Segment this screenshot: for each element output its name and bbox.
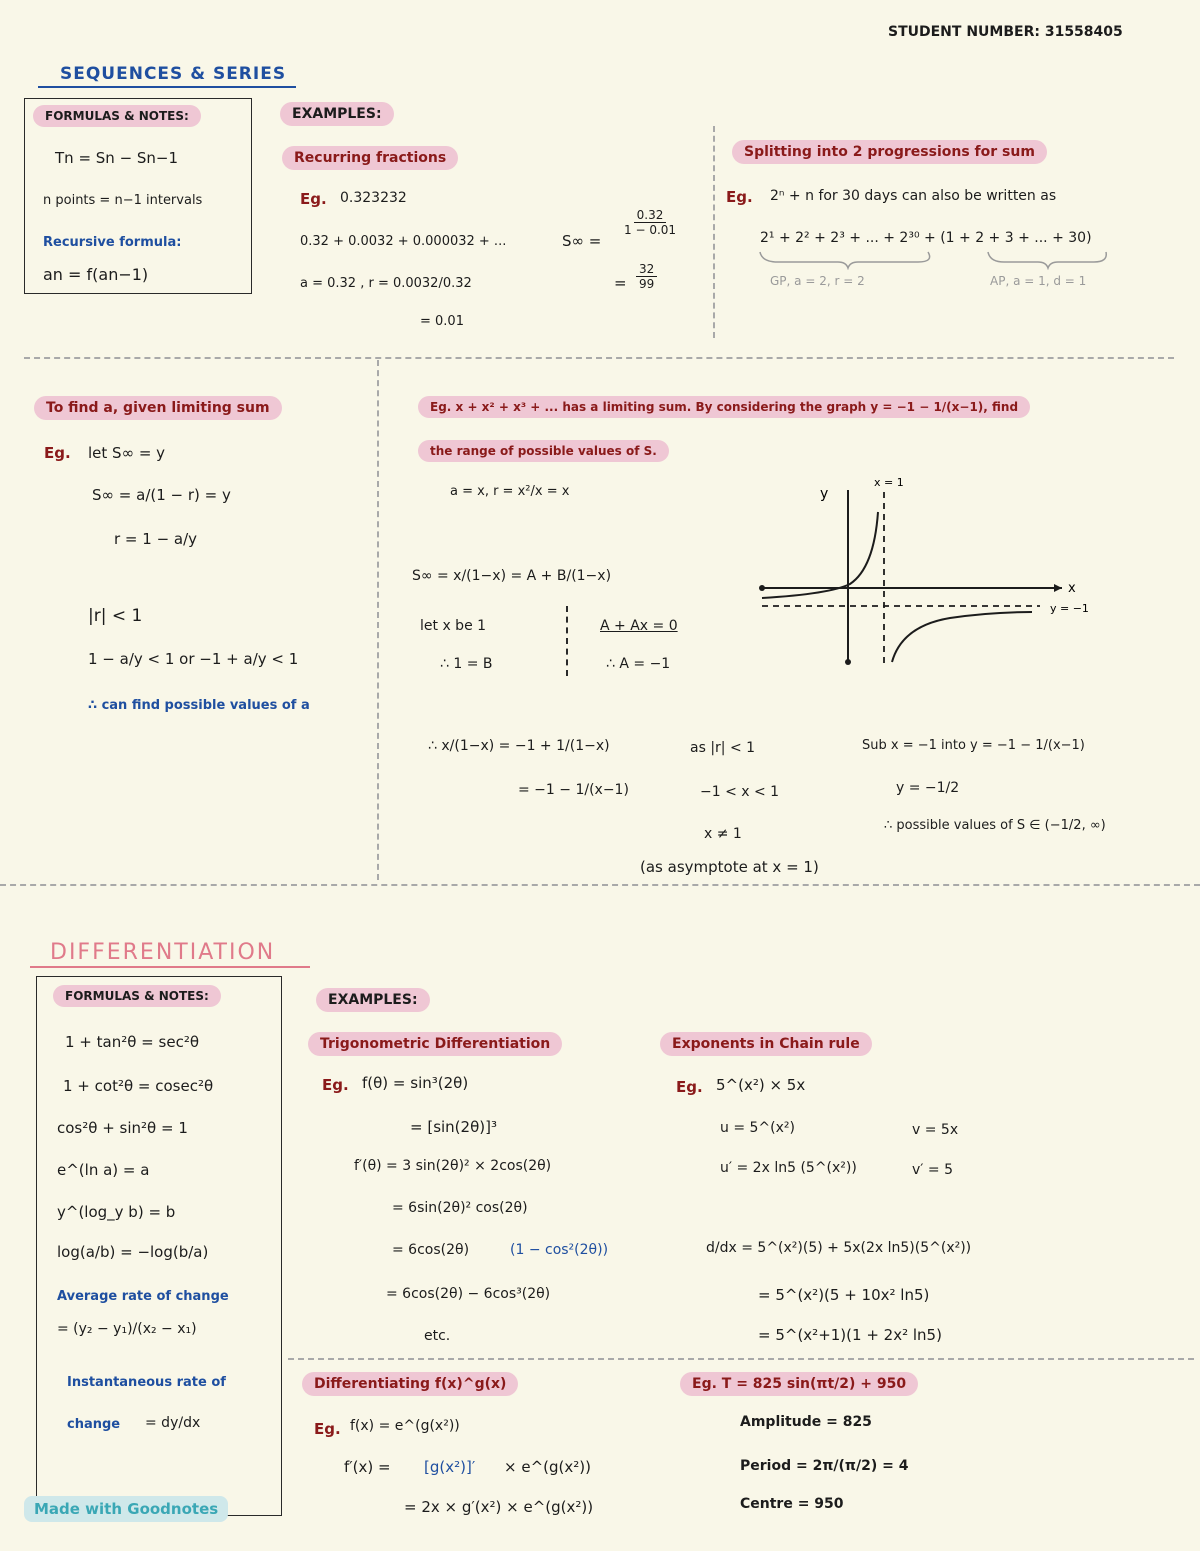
sinf-numerator: 0.32 xyxy=(634,208,667,223)
ap-label: AP, a = 1, d = 1 xyxy=(990,274,1087,288)
exponents-heading: Exponents in Chain rule xyxy=(660,1032,872,1056)
left-branch xyxy=(762,512,878,598)
title-underline xyxy=(38,86,296,88)
result-equals: = xyxy=(614,274,627,292)
find-a-line: r = 1 − a/y xyxy=(114,530,198,548)
right-branch xyxy=(892,612,1032,662)
section-title-differentiation: DIFFERENTIATION xyxy=(50,940,276,965)
x-axis-label: x xyxy=(1068,581,1076,596)
note-line: n points = n−1 intervals xyxy=(43,193,203,208)
x-axis-arrow xyxy=(1054,584,1062,592)
limiting-asymptote: (as asymptote at x = 1) xyxy=(640,858,819,876)
trig-line: etc. xyxy=(424,1328,451,1344)
limiting-one: ∴ 1 = B xyxy=(440,656,493,672)
recurring-heading: Recurring fractions xyxy=(282,146,458,170)
title-underline xyxy=(30,966,310,968)
exp-line: = 5^(x²)(5 + 10x² ln5) xyxy=(758,1286,930,1304)
recurring-r-value: = 0.01 xyxy=(420,314,464,329)
exp-line: v′ = 5 xyxy=(912,1162,954,1178)
recurring-value: 0.323232 xyxy=(340,190,407,206)
gp-label: GP, a = 2, r = 2 xyxy=(770,274,865,288)
gx-line: f(x) = e^(g(x²)) xyxy=(350,1418,460,1434)
divider xyxy=(713,126,715,338)
differentiation-notes-box xyxy=(36,976,282,1516)
splitting-heading: Splitting into 2 progressions for sum xyxy=(732,140,1047,164)
limiting-a-r: a = x, r = x²/x = x xyxy=(450,484,570,499)
find-a-line: S∞ = a/(1 − r) = y xyxy=(92,486,231,504)
limiting-cond: −1 < x < 1 xyxy=(700,784,780,800)
recurring-a-r: a = 0.32 , r = 0.0032/0.32 xyxy=(300,276,472,291)
trig-line: = 6cos(2θ) xyxy=(392,1242,470,1258)
divider xyxy=(0,884,1200,886)
student-number: STUDENT NUMBER: 31558405 xyxy=(888,24,1123,40)
limiting-therefore-2: = −1 − 1/(x−1) xyxy=(518,782,629,798)
gx-line: = 2x × g′(x²) × e^(g(x²)) xyxy=(404,1498,594,1516)
goodnotes-watermark: Made with Goodnotes xyxy=(24,1496,228,1522)
note-line: Tn = Sn − Sn−1 xyxy=(55,149,179,167)
exp-line: 5^(x²) × 5x xyxy=(716,1076,806,1094)
find-a-heading: To find a, given limiting sum xyxy=(34,396,282,420)
trig-line: f(θ) = sin³(2θ) xyxy=(362,1074,469,1092)
eg-label: Eg. xyxy=(44,444,71,462)
amp-line: Period = 2π/(π/2) = 4 xyxy=(740,1458,909,1474)
formula: cos²θ + sin²θ = 1 xyxy=(57,1119,188,1137)
sequences-notes-box xyxy=(24,98,252,294)
find-a-conclusion: ∴ can find possible values of a xyxy=(88,698,310,713)
formula: 1 + cot²θ = cosec²θ xyxy=(63,1077,214,1095)
amp-line: Centre = 950 xyxy=(740,1496,844,1512)
splitting-line2: 2¹ + 2² + 2³ + ... + 2³⁰ + (1 + 2 + 3 + ... + 30) xyxy=(760,230,1092,246)
limiting-sub: ∴ possible values of S ∈ (−1/2, ∞) xyxy=(884,818,1106,833)
sinf-denominator: 1 − 0.01 xyxy=(624,223,677,237)
recurring-expansion: 0.32 + 0.0032 + 0.000032 + ... xyxy=(300,234,507,249)
trig-line: = 6cos(2θ) − 6cos³(2θ) xyxy=(386,1286,551,1302)
avg-rate-label: Average rate of change xyxy=(57,1289,229,1304)
notes-heading: FORMULAS & NOTES: xyxy=(33,105,201,127)
sinf-label: S∞ = xyxy=(562,232,602,250)
asymptote-y-label: y = −1 xyxy=(1050,602,1089,615)
limiting-sinf: S∞ = x/(1−x) = A + B/(1−x) xyxy=(412,568,612,584)
inst-rate-label: Instantaneous rate of xyxy=(67,1375,226,1390)
divider xyxy=(24,357,1174,359)
limiting-cond: x ≠ 1 xyxy=(704,826,742,842)
formula: y^(log_y b) = b xyxy=(57,1203,176,1221)
limiting-a: ∴ A = −1 xyxy=(606,656,671,672)
formula: 1 + tan²θ = sec²θ xyxy=(65,1033,200,1051)
braces xyxy=(758,250,1118,270)
exp-line: d/dx = 5^(x²)(5) + 5x(2x ln5)(5^(x²)) xyxy=(706,1240,972,1256)
inst-rate-label: change xyxy=(67,1417,121,1432)
examples-label: EXAMPLES: xyxy=(316,988,430,1012)
result-numerator: 32 xyxy=(636,262,657,277)
find-a-line: 1 − a/y < 1 or −1 + a/y < 1 xyxy=(88,650,299,668)
result-fraction xyxy=(636,262,657,291)
asymptote-x-label: x = 1 xyxy=(874,476,904,489)
limiting-cond: as |r| < 1 xyxy=(690,740,756,756)
exp-line: u′ = 2x ln5 (5^(x²)) xyxy=(720,1160,857,1176)
notes-heading: FORMULAS & NOTES: xyxy=(53,985,221,1007)
amp-line: Amplitude = 825 xyxy=(740,1414,872,1430)
limiting-heading-1: Eg. x + x² + x³ + ... has a limiting sum. By considering the graph y = −1 − 1/(x−1), find xyxy=(418,396,1030,418)
limiting-heading-2: the range of possible values of S. xyxy=(418,440,669,462)
find-a-line: |r| < 1 xyxy=(88,606,143,626)
limiting-let: let x be 1 xyxy=(420,618,487,634)
divider xyxy=(288,1358,1194,1360)
limiting-sub: y = −1/2 xyxy=(896,780,960,796)
splitting-line1: 2ⁿ + n for 30 days can also be written as xyxy=(770,188,1057,204)
limiting-rhs: A + Ax = 0 xyxy=(600,618,678,634)
limiting-sub: Sub x = −1 into y = −1 − 1/(x−1) xyxy=(862,738,1085,753)
recursive-formula: an = f(an−1) xyxy=(43,265,149,284)
eg-label: Eg. xyxy=(676,1078,703,1096)
gx-derivative: [g(x²)]′ xyxy=(424,1458,476,1476)
gx-line: × e^(g(x²)) xyxy=(504,1458,591,1476)
eg-label: Eg. xyxy=(300,190,327,208)
sinf-fraction xyxy=(624,208,676,237)
formula: e^(ln a) = a xyxy=(57,1161,150,1179)
inst-rate-formula: = dy/dx xyxy=(145,1415,201,1431)
exp-line: v = 5x xyxy=(912,1122,959,1138)
trig-identity: (1 − cos²(2θ)) xyxy=(510,1242,609,1258)
gx-line: f′(x) = xyxy=(344,1458,391,1476)
exp-line: u = 5^(x²) xyxy=(720,1120,795,1136)
gx-heading: Differentiating f(x)^g(x) xyxy=(302,1372,518,1396)
result-denominator: 99 xyxy=(639,277,655,291)
divider xyxy=(377,360,379,880)
avg-rate-formula: = (y₂ − y₁)/(x₂ − x₁) xyxy=(57,1321,197,1337)
exp-line: = 5^(x²+1)(1 + 2x² ln5) xyxy=(758,1326,942,1344)
trig-heading: Trigonometric Differentiation xyxy=(308,1032,562,1056)
y-axis-label: y xyxy=(820,486,829,502)
divider xyxy=(566,606,568,676)
examples-label: EXAMPLES: xyxy=(280,102,394,126)
trig-line: = 6sin(2θ)² cos(2θ) xyxy=(392,1200,528,1216)
limiting-therefore-1: ∴ x/(1−x) = −1 + 1/(1−x) xyxy=(428,738,610,754)
eg-label: Eg. xyxy=(314,1420,341,1438)
trig-line: = [sin(2θ)]³ xyxy=(410,1118,497,1136)
eg-label: Eg. xyxy=(322,1076,349,1094)
hyperbola-graph xyxy=(750,476,1100,676)
section-title-sequences: SEQUENCES & SERIES xyxy=(60,64,287,84)
eg-label: Eg. xyxy=(726,188,753,206)
trig-line: f′(θ) = 3 sin(2θ)² × 2cos(2θ) xyxy=(354,1158,552,1174)
amp-heading: Eg. T = 825 sin(πt/2) + 950 xyxy=(680,1372,918,1396)
find-a-line: let S∞ = y xyxy=(88,444,166,462)
recursive-label: Recursive formula: xyxy=(43,235,182,250)
formula: log(a/b) = −log(b/a) xyxy=(57,1243,209,1261)
